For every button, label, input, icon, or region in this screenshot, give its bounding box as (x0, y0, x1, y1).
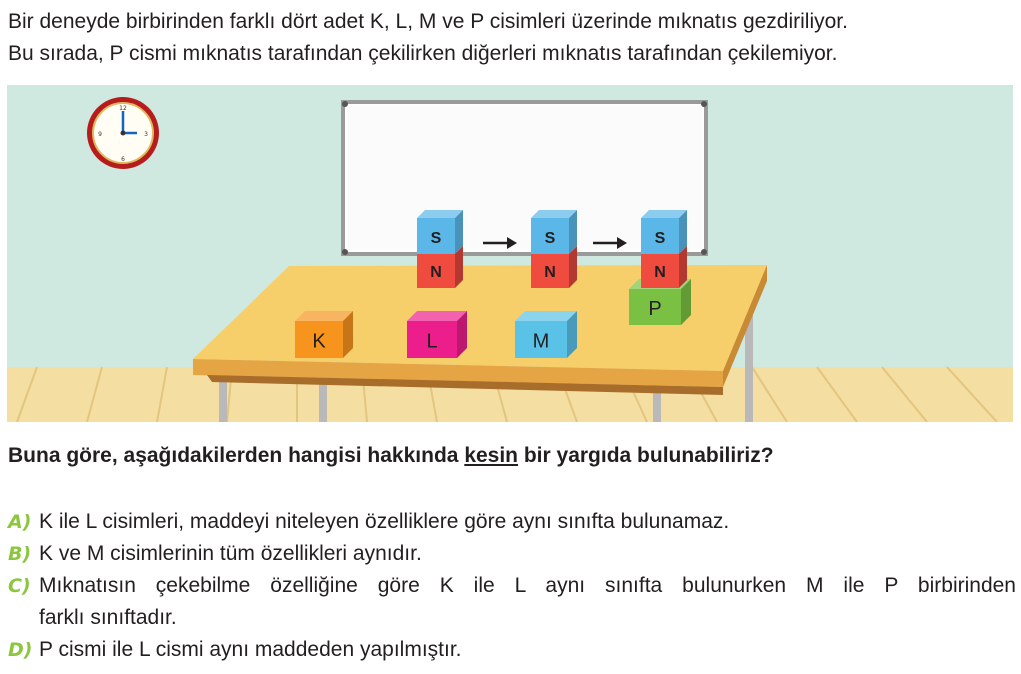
object-l (407, 311, 467, 358)
option-c-text-line-2: farklı sınıftadır. (39, 606, 177, 629)
magnet-3 (641, 210, 687, 288)
magnet-1 (417, 210, 463, 288)
magnet-south-label: S (544, 230, 556, 247)
object-m-label: M (532, 330, 550, 353)
experiment-illustration (7, 85, 1013, 422)
option-d-text: P cismi ile L cismi aynı maddeden yapılmıştır. (39, 638, 462, 661)
intro-line-1: Bir deneyde birbirinden farklı dört adet K, L, M ve P cisimleri üzerinde mıknatıs gezdiriliyor. (8, 10, 848, 33)
svg-text:9: 9 (98, 131, 102, 138)
magnet-south-label: S (430, 230, 442, 247)
option-c[interactable] (8, 570, 1016, 634)
option-a-letter: A) (8, 511, 32, 533)
svg-text:12: 12 (119, 105, 127, 112)
option-d-letter: D) (8, 639, 33, 661)
svg-text:6: 6 (121, 156, 125, 163)
option-c-text-line-1: Mıknatısın çekebilme özelliğine göre K ile L aynı sınıfta bulunurken M ile P birbirinden (39, 574, 1016, 597)
option-b-letter: B) (8, 543, 32, 565)
option-d[interactable] (8, 634, 1016, 666)
magnet-south-label: S (654, 230, 666, 247)
magnet-north-label: N (544, 264, 556, 281)
svg-text:3: 3 (144, 131, 148, 138)
intro-line-2: Bu sırada, P cismi mıknatıs tarafından çekilirken diğerleri mıknatıs tarafından çekilemiyor. (8, 42, 838, 65)
question-text (8, 444, 774, 468)
object-m (515, 311, 577, 358)
option-a[interactable] (8, 506, 1016, 538)
object-l-label: L (426, 330, 438, 353)
magnet-2 (531, 210, 577, 288)
magnet-north-label: N (654, 264, 666, 281)
object-p-label: P (648, 298, 662, 320)
wall-clock-icon (87, 97, 159, 169)
question-emphasis: kesin (464, 444, 519, 467)
option-a-text: K ile L cisimleri, maddeyi niteleyen özelliklere göre aynı sınıfta bulunamaz. (39, 510, 730, 533)
intro-text (8, 6, 1013, 70)
option-c-letter: C) (8, 575, 31, 597)
question-before: Buna göre, aşağıdakilerden hangisi hakkında (8, 444, 465, 467)
object-k (295, 311, 353, 358)
question-after: bir yargıda bulunabiliriz? (518, 444, 774, 467)
answer-options (8, 506, 1016, 666)
option-b-text: K ve M cisimlerinin tüm özellikleri aynıdır. (39, 542, 422, 565)
option-b[interactable] (8, 538, 1016, 570)
object-k-label: K (312, 330, 326, 353)
magnet-north-label: N (430, 264, 442, 281)
